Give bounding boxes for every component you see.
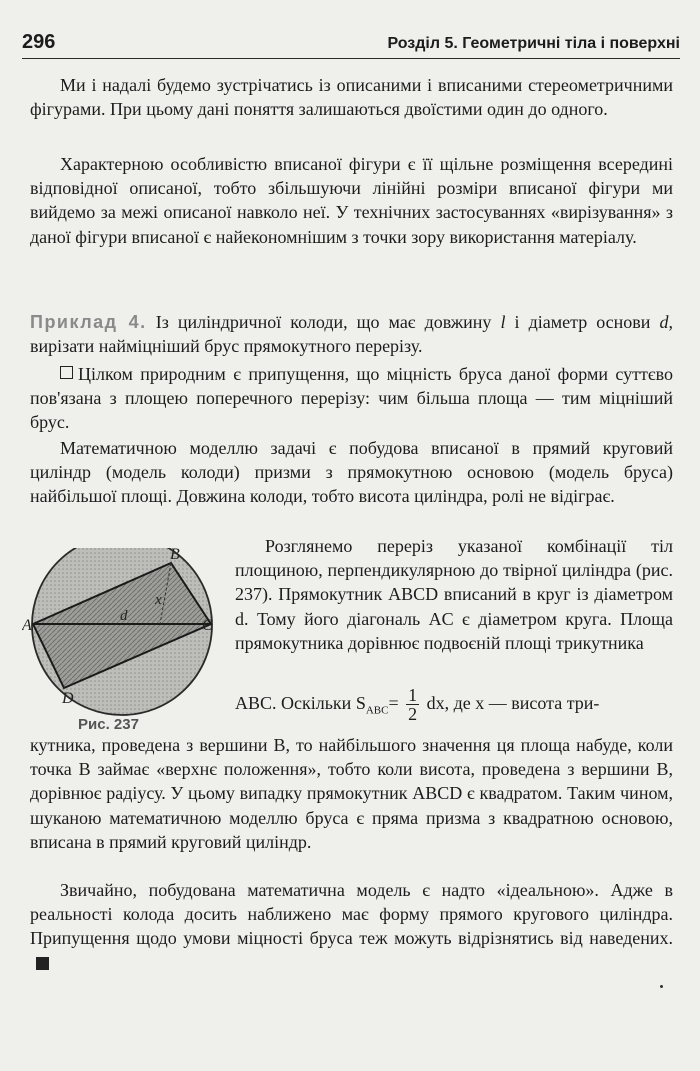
formula-before: ABC. Оскільки S [235, 693, 366, 713]
page-header [22, 30, 680, 59]
section-title: Розділ 5. Геометричні тіла і поверхні [387, 35, 680, 52]
paragraph-text: Ми і надалі будемо зустрічатись із описаними і вписаними стереометричними фігурами. При цьому дані поняття залишаються двоїстими один до одного. [30, 75, 673, 120]
fraction-one-half [406, 686, 419, 723]
formula-sub: ABC [365, 704, 389, 717]
figure-237-circle-rectangle [22, 548, 222, 733]
formula-eq: = [388, 693, 399, 713]
paragraph-text: Звичайно, побудована математична модель є надто «ідеальною». Адже в реальності колода досить наближено має форму прямого кругового циліндра. Припущення щодо умови міцності бруса теж можуть відрізнятись від наведених. [30, 880, 673, 949]
example-text-b: і діаметр основи [514, 312, 651, 332]
speck-mark [660, 985, 663, 988]
example-text-c: , вирізати найміцніший брус прямокутного перерізу. [30, 312, 673, 357]
label-c: C [202, 617, 213, 634]
label-x: x [155, 592, 162, 608]
fraction-denominator: 2 [408, 704, 418, 725]
paragraph-conclusion [30, 878, 673, 980]
paragraph-text: Математичною моделлю задачі є побудова вписаної в прямий круговий циліндр (модель колоди) призми з прямокутною основою (модель бруса) найбільшої площі. Довжина колоди, тобто висота циліндра, ролі не відіграє. [30, 438, 673, 507]
solution-start-square-icon [60, 366, 73, 379]
paragraph-inscribed [30, 152, 673, 254]
page-number: 296 [22, 31, 56, 53]
paragraph-continuation [30, 733, 673, 859]
end-of-proof-square-icon [36, 957, 49, 970]
side-paragraph: Розглянемо переріз указаної комбінації тіл площиною, перпендикулярною до твірної циліндра (рис. 237). Прямокутник ABCD вписаний в круг із діаметром d. Тому його діагональ AC є діаметром круга. Площа прямокутника дорівнює подвоєній площі трикутника [235, 536, 673, 653]
paragraph-model [30, 436, 673, 514]
solution-start [30, 362, 673, 440]
label-a: A [22, 617, 32, 634]
figure-caption: Рис. 237 [78, 716, 139, 733]
example-label: Приклад 4. [30, 312, 147, 332]
label-d-small: d [120, 608, 128, 624]
paragraph-text: кутника, проведена з вершини B, то найбільшого значення ця площа набуде, коли точка B займає «верхнє положення», тобто коли висота, проведена з вершини B, дорівнює радіусу. У цьому випадку прямокутник ABCD є квадратом. Таким чином, шуканою математичною моделлю бруса є пряма призма з квадратною основою, вписана в прямий круговий циліндр. [30, 735, 673, 852]
example-statement [30, 310, 673, 363]
formula-after: dx, де x — висота три- [426, 693, 600, 713]
solution-text: Цілком природним є припущення, що міцність бруса даної форми суттєво пов'язана з площею поперечного перерізу: чим більша площа — тим міцніший брус. [30, 364, 673, 433]
paragraph-text: Характерною особливістю вписаної фігури є її щільне розміщення всередині відповідної описаної, тобто збільшуючи лінійні розміри вписаної фігури ми вийдемо за межі описаної навколо неї. У технічних застосуваннях «вирізування» з даної фігури вписаної є найекономнішим з точки зору використання матеріалу. [30, 154, 673, 247]
var-d: d [659, 312, 669, 332]
example-text-a: Із циліндричної колоди, що має довжину [155, 312, 492, 332]
fraction-numerator: 1 [408, 685, 418, 706]
var-l: l [500, 312, 506, 332]
label-b: B [170, 548, 180, 563]
label-d: D [62, 690, 74, 707]
paragraph-intro [30, 73, 673, 126]
side-text [235, 534, 673, 655]
area-formula-line [235, 680, 673, 726]
